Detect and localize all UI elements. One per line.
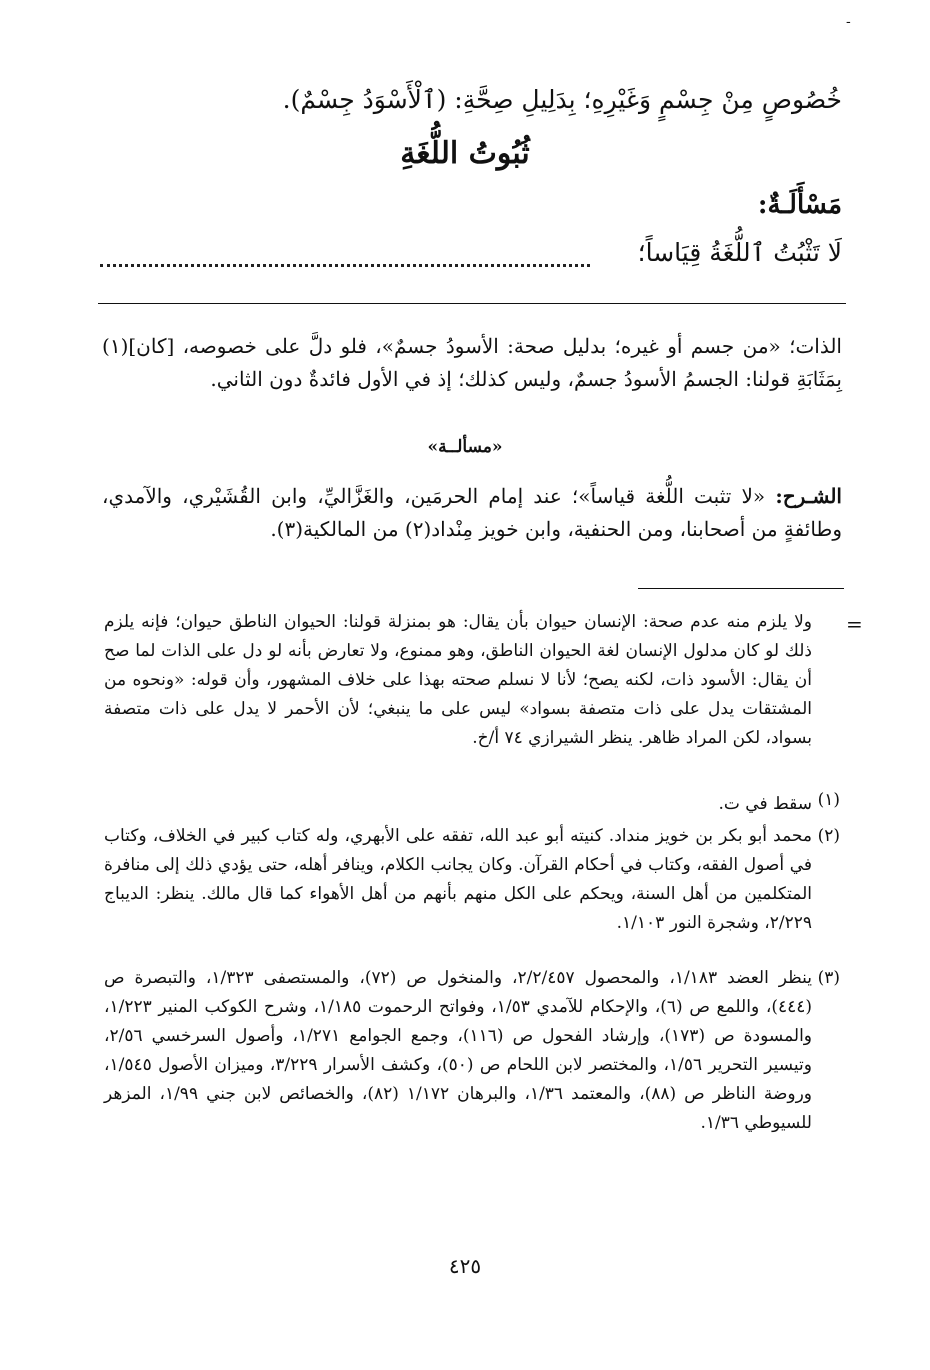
sharh-paragraph-2-text: «لا تثبت اللُّغة قياساً»؛ عند إمام الحرمَين، والغَزَّاليِّ، وابن القُشَيْري، والآمدي، وطائفةٍ من أصحابنا، ومن الحنفية، وابن خويز مِنْداد(٢) من المالكية(٣). (102, 484, 842, 541)
section-title: ثُبُوتُ اللُّغَةِ (400, 136, 530, 171)
masala-heading: مَسْأَلَـةٌ: (757, 190, 842, 220)
corner-mark: - (846, 14, 851, 30)
footnote-1-number: (١) (817, 790, 840, 810)
footnote-2-text: محمد أبو بكر بن خويز منداد. كنيته أبو عبد الله، تفقه على الأبهري، وله كتاب كبير في الخلاف، وكتاب في أصول الفقه، وكتاب في أحكام القرآن. وكان يجانب الكلام، وينافر أهله، حتى يؤدي ذلك إلى منافرة المتكلمين من أهل السنة، ويحكم على الكل منهم بأنهم من أهل الأهواء كما قال مالك. ينظر: الديباج ٢/٢٢٩، وشجرة النور ١/١٠٣. (104, 826, 812, 933)
sharh-masala-heading: «مسألــة» (427, 437, 503, 457)
page-number: ٤٢٥ (448, 1254, 482, 1278)
matn-line-2: لَا تَثْبُتُ ٱللُّغَةُ قِيَاساً؛ (637, 238, 842, 267)
footnote-separator-rule (638, 588, 844, 589)
matn-line-1: خُصُوصٍ مِنْ جِسْمٍ وَغَيْرِهِ؛ بِدَلِيلِ صِحَّةِ: (ٱلْأَسْوَدُ جِسْمٌ). (282, 85, 842, 114)
sharh-paragraph-1: الذات؛ «من جسم أو غيره؛ بدليل صحة: الأسودُ جسمٌ»، فلو دلَّ على خصوصه، [كان](١) بِمَثَابَةِ قولنا: الجسمُ الأسودُ جسمٌ، وليس كذلك؛ إذ في الأول فائدةٌ دون الثاني. (102, 334, 842, 391)
footnote-2-number: (٢) (817, 826, 840, 846)
footnote-1-text: سقط في ت. (718, 794, 812, 814)
footnote-continuation-marker: = (846, 612, 863, 636)
sharh-label: الشـرح: (775, 484, 842, 508)
dotted-leader (100, 248, 590, 267)
matn-separator-rule (98, 303, 846, 304)
sharh-paragraph-2 (102, 480, 842, 546)
footnote-3-number: (٣) (817, 968, 840, 988)
footnote-continuation: ولا يلزم منه عدم صحة: الإنسان حيوان بأن يقال: هو بمنزلة قولنا: الحيوان الناطق حيوان؛ فإنه يلزم ذلك لو كان مدلول الإنسان لغة الحيوان الناطق، وهو ممنوع، ولا تعارض بأنه لو دل على الذات لما صح أن يقال: الأسود ذات، لكنه يصح؛ لأنا لا نسلم صحته بهذا على خلاف المشهور، وأن قوله: «ونحوه من المشتقات يدل على ذات متصفة بسواد» ليس على ما ينبغي؛ لأن الأحمر لا يدل على ذات متصفة بسواد، لكن المراد ظاهر. ينظر الشيرازي ٧٤ أ/خ. (104, 612, 812, 748)
footnote-3-text: ينظر العضد ١/١٨٣، والمحصول ٢/٢/٤٥٧، والمنخول ص (٧٢)، والمستصفى ١/٣٢٣، والتبصرة ص (٤٤٤)، واللمع ص (٦)، والإحكام للآمدي ١/٥٣، وفواتح الرحموت ١/١٨٥، وشرح الكوكب المنير ١/٢٢٣، والمسودة ص (١٧٣)، وإرشاد الفحول ص (١١٦)، وجمع الجوامع ١/٢٧١، وأصول السرخسي ٢/٥٦، وتيسير التحرير ١/٥٦، والمختصر لابن اللحام ص (٥٠)، وكشف الأسرار ٣/٢٢٩، وميزان الأصول ١/٥٤٥، وروضة الناظر ص (٨٨)، والمعتمد ١/٣٦، والبرهان ١/١٧٢ (٨٢)، والخصائص لابن جني ١/٩٩، المزهر للسيوطي ١/٣٦. (104, 968, 813, 1133)
